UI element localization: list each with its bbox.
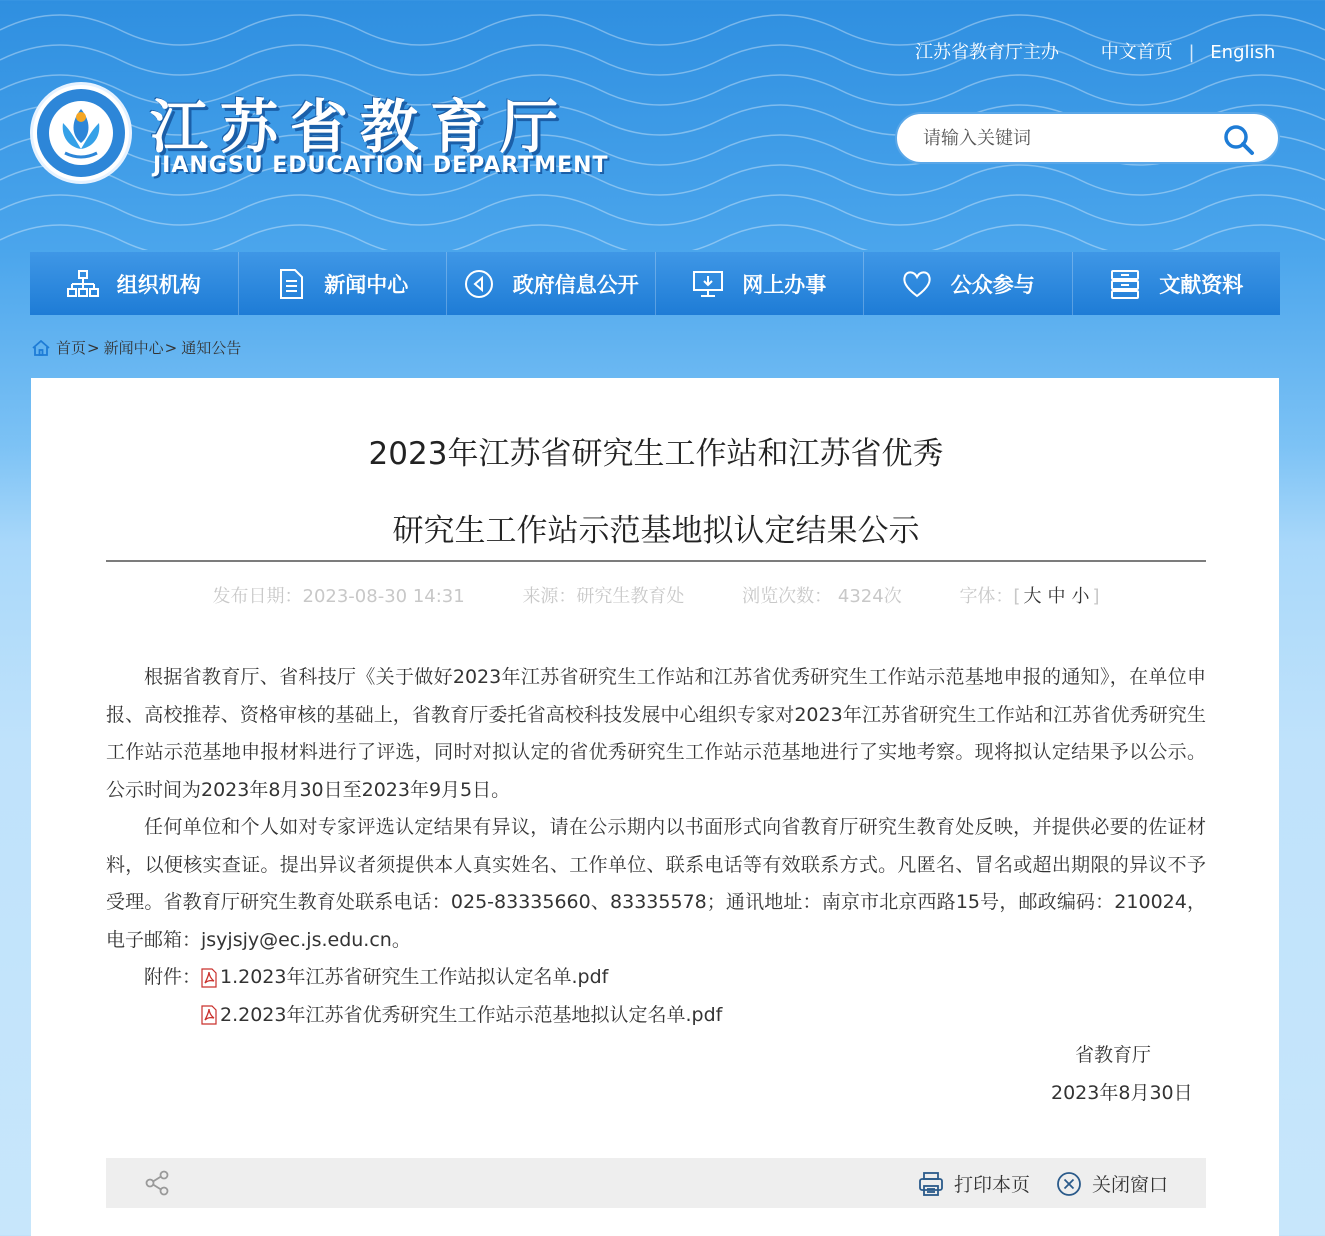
- top-links: [915, 38, 1275, 64]
- breadcrumb-separator: >: [87, 338, 100, 357]
- font-medium-button[interactable]: 中: [1047, 586, 1066, 607]
- article-panel: [31, 378, 1279, 1236]
- close-window-button[interactable]: [1056, 1170, 1168, 1197]
- nav-item-public[interactable]: [864, 252, 1073, 315]
- print-button[interactable]: [918, 1170, 1030, 1197]
- article-paragraph: 任何单位和个人如对专家评选认定结果有异议，请在公示期内以书面形式向省教育厅研究生教育处反映，并提供必要的佐证材料，以便核实查证。提出异议者须提供本人真实姓名、工作单位、联系电话等有效联系方式。凡匿名、冒名或超出期限的异议不予受理。省教育厅研究生教育处联系电话：025-83335660、83335578；通讯地址：南京市北京西路15号，邮政编码：210024，电子邮箱：jsyjsjy@ec.js.edu.cn。: [106, 816, 1206, 951]
- font-size-label: 字体：[: [959, 586, 1021, 607]
- view-count: 浏览次数： 4324次: [742, 586, 902, 607]
- article-title-line2: 研究生工作站示范基地拟认定结果公示: [392, 513, 920, 549]
- home-link[interactable]: 中文首页: [1100, 42, 1173, 63]
- font-size-switch: [959, 586, 1099, 607]
- site-header: [0, 0, 1325, 250]
- attachment-link[interactable]: [200, 959, 608, 997]
- breadcrumb-separator: >: [164, 338, 178, 357]
- nav-item-online-service[interactable]: [656, 252, 865, 315]
- nav-item-documents[interactable]: [1073, 252, 1281, 315]
- title-divider: [106, 560, 1206, 562]
- monitor-icon: [692, 269, 724, 299]
- font-small-button[interactable]: 小: [1071, 586, 1090, 607]
- breadcrumb-current[interactable]: 通知公告: [181, 339, 242, 357]
- search-input[interactable]: [897, 128, 1207, 149]
- printer-icon: [918, 1171, 944, 1197]
- attachment-row: [144, 997, 722, 1035]
- article-body: [106, 659, 1206, 959]
- document-icon: [276, 268, 306, 300]
- signature-date: 2023年8月30日: [1051, 1082, 1193, 1104]
- article-title-line1: 2023年江苏省研究生工作站和江苏省优秀: [368, 436, 944, 472]
- font-large-button[interactable]: 大: [1023, 586, 1042, 607]
- main-nav: [30, 252, 1280, 315]
- breadcrumb-news[interactable]: 新闻中心: [103, 339, 164, 357]
- article-source: 来源：研究生教育处: [522, 586, 685, 607]
- attachments: [144, 959, 722, 1034]
- close-icon: [1056, 1171, 1082, 1197]
- site-title: 江苏省教育厅: [150, 93, 571, 161]
- nav-label: 公众参与: [950, 272, 1035, 297]
- host-link[interactable]: 江苏省教育厅主办: [915, 42, 1059, 63]
- attachment-row: [144, 959, 722, 997]
- publish-date: 发布日期：2023-08-30 14:31: [212, 586, 465, 607]
- site-subtitle: JIANGSU EDUCATION DEPARTMENT: [153, 153, 609, 178]
- font-size-bracket: ]: [1092, 586, 1100, 607]
- heart-icon: [901, 269, 933, 299]
- nav-item-org[interactable]: [30, 252, 239, 315]
- attachment-label: 附件：: [144, 966, 202, 988]
- article-paragraph: 根据省教育厅、省科技厅《关于做好2023年江苏省研究生工作站和江苏省优秀研究生工作站示范基地申报的通知》，在单位申报、高校推荐、资格审核的基础上，省教育厅委托省高校科技发展中心组织专家对2023年江苏省研究生工作站和江苏省优秀研究生工作站示范基地申报材料进行了评选，同时对拟认定的省优秀研究生工作站示范基地进行了实地考察。现将拟认定结果予以公示。公示时间为2023年8月30日至2023年9月5日。: [106, 666, 1206, 801]
- share-icon[interactable]: [144, 1170, 170, 1200]
- signature-org: 省教育厅: [1075, 1044, 1152, 1066]
- pdf-icon: [200, 968, 218, 988]
- nav-item-news[interactable]: [239, 252, 448, 315]
- breadcrumb-home[interactable]: 首页: [56, 339, 87, 357]
- link-divider: |: [1188, 42, 1195, 63]
- attachment-name: 1.2023年江苏省研究生工作站拟认定名单.pdf: [220, 966, 609, 988]
- print-label: 打印本页: [954, 1174, 1031, 1196]
- article-toolbar: [106, 1158, 1206, 1208]
- archive-icon: [1109, 268, 1141, 300]
- home-icon: [32, 340, 50, 356]
- close-label: 关闭窗口: [1092, 1174, 1169, 1196]
- search-icon[interactable]: [1222, 123, 1256, 157]
- nav-label: 网上办事: [742, 272, 827, 297]
- play-circle-icon: [463, 268, 495, 300]
- attachment-link[interactable]: [200, 997, 722, 1035]
- pdf-icon: [200, 1005, 218, 1025]
- nav-label: 新闻中心: [324, 272, 409, 297]
- nav-label: 文献资料: [1159, 272, 1244, 297]
- article-meta: [106, 582, 1206, 608]
- breadcrumb: [32, 337, 241, 358]
- attachment-name: 2.2023年江苏省优秀研究生工作站示范基地拟认定名单.pdf: [220, 1003, 723, 1026]
- nav-label: 政府信息公开: [512, 272, 639, 297]
- nav-item-gov-info[interactable]: [447, 252, 656, 315]
- search-box: [895, 112, 1280, 164]
- english-link[interactable]: English: [1210, 42, 1276, 63]
- nav-label: 组织机构: [116, 272, 201, 297]
- org-chart-icon: [67, 268, 99, 300]
- logo-emblem-icon[interactable]: [30, 82, 132, 184]
